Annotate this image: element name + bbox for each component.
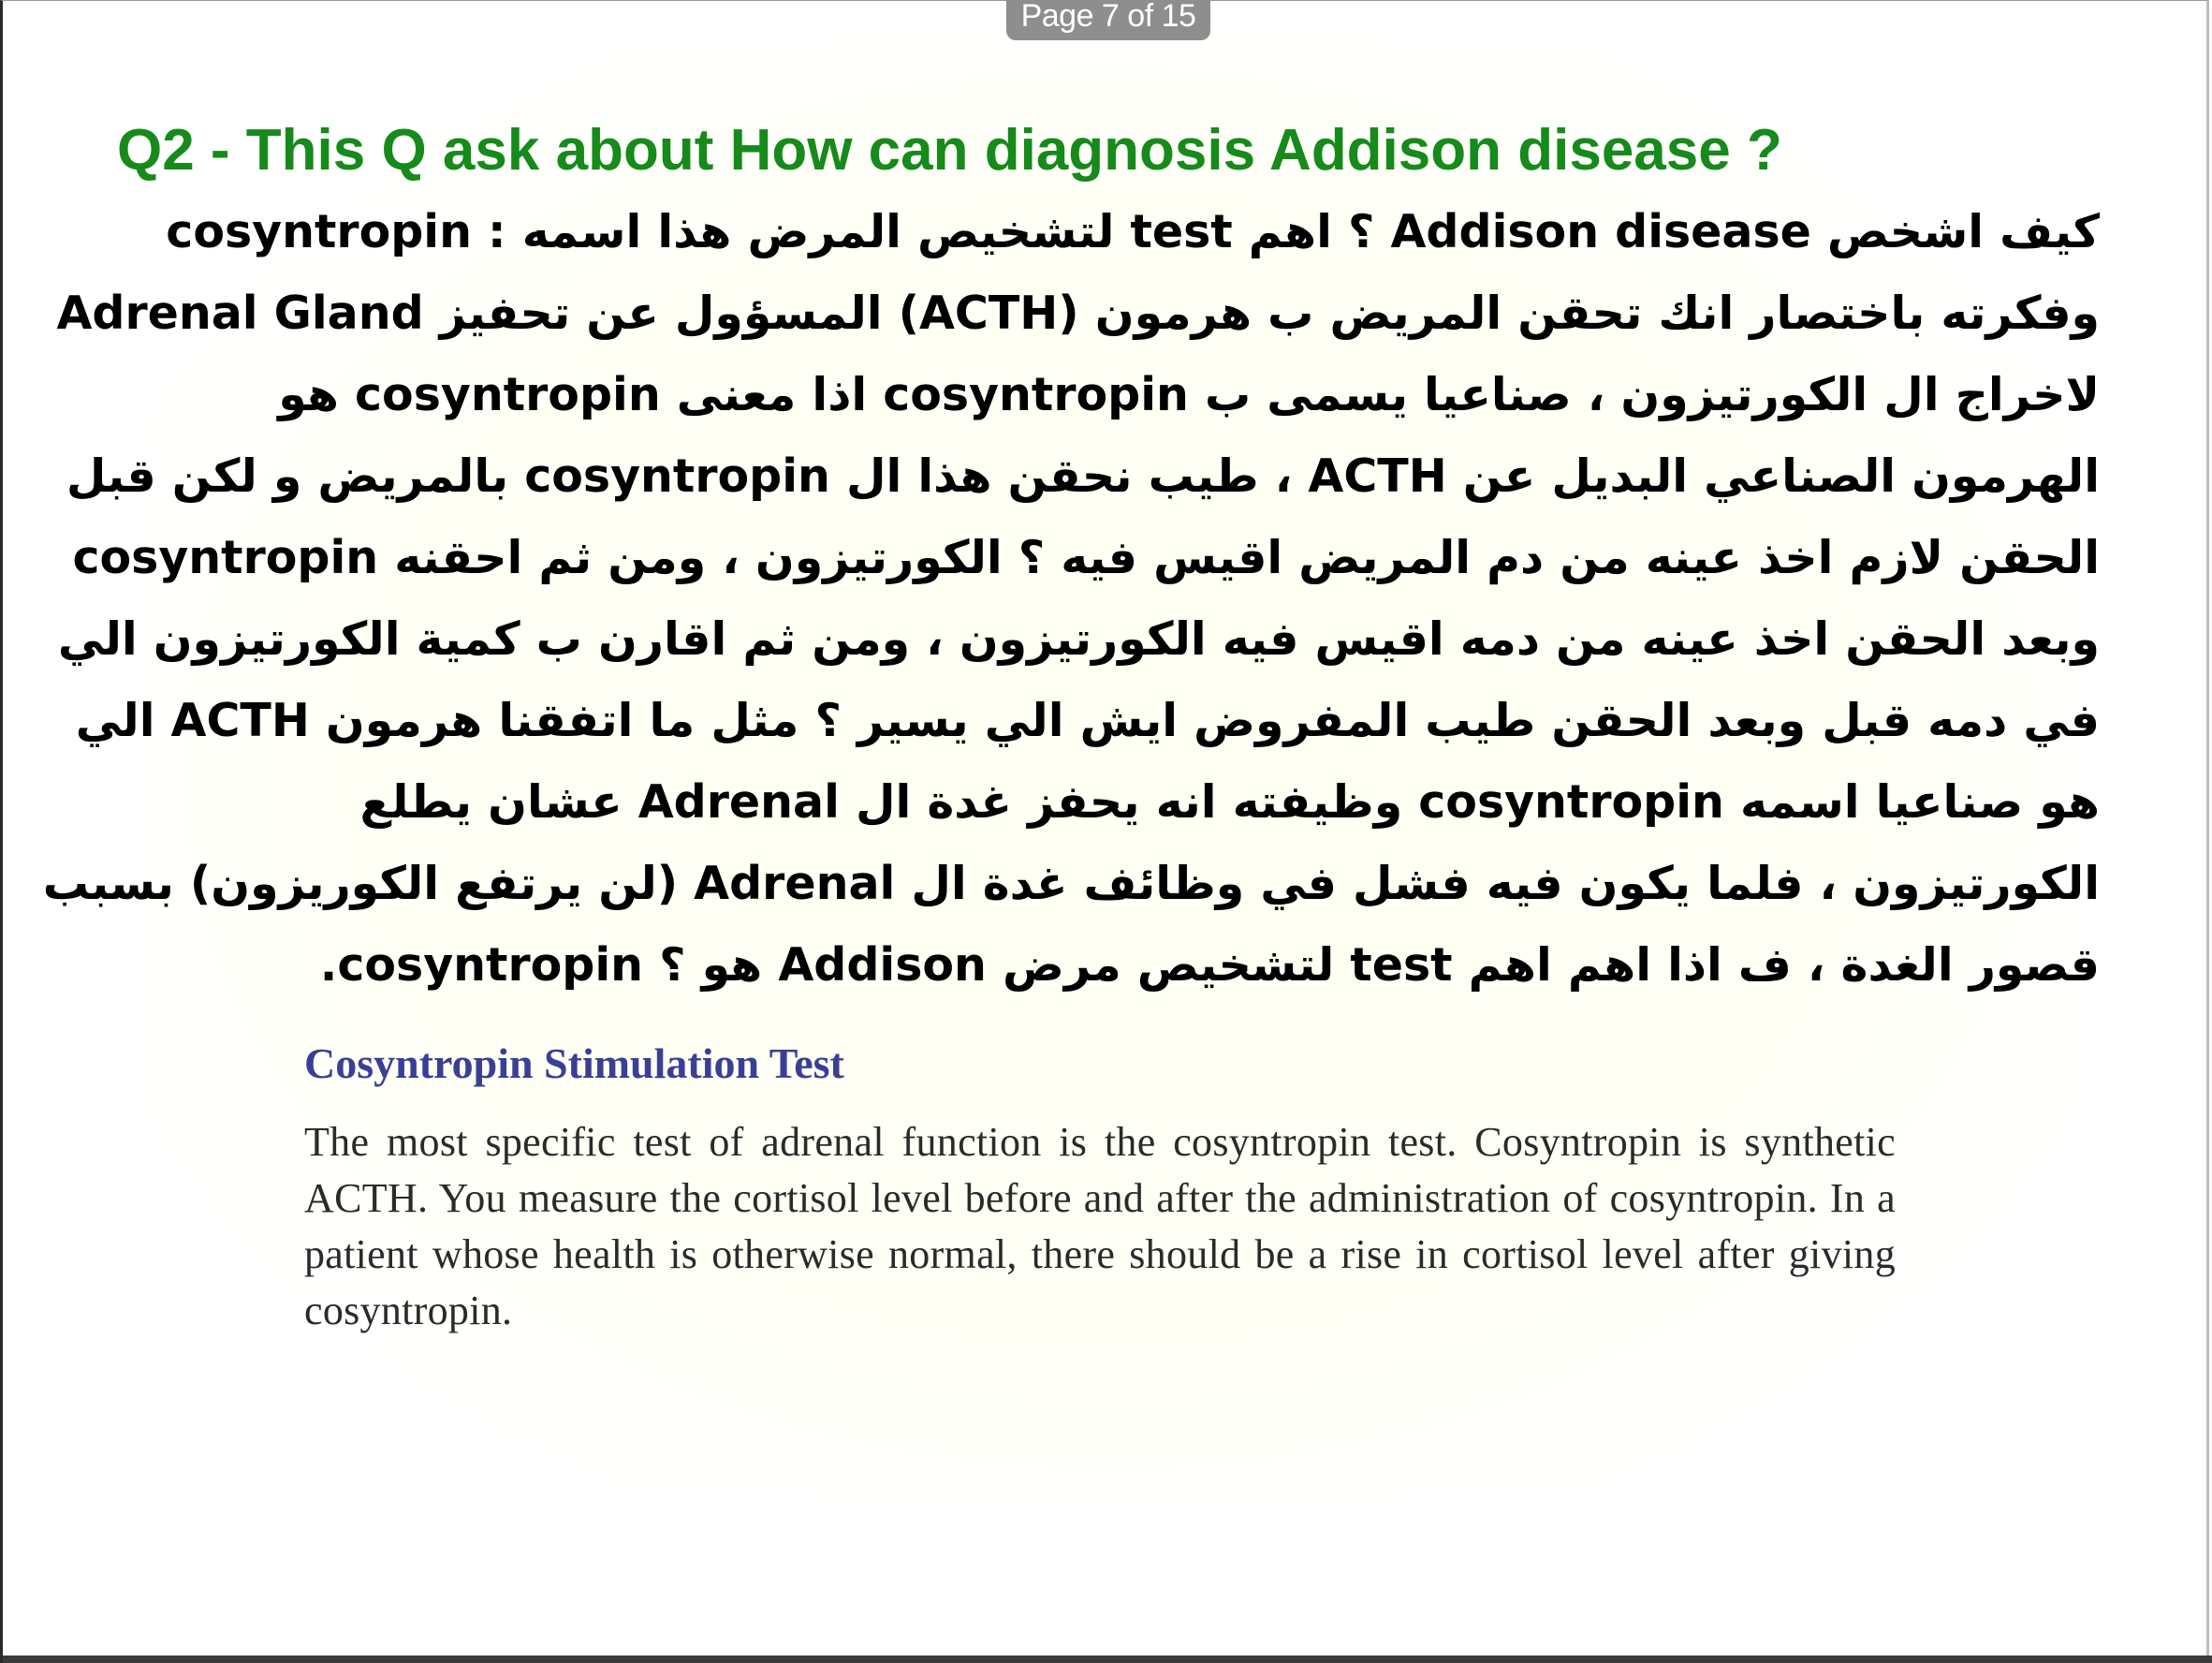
arabic-line: كيف اشخص Addison disease ؟ اهم test لتشخيص المرض هذا اسمه : cosyntropin [166,205,2100,258]
window-bottom-edge [3,1656,2212,1663]
arabic-line: قصور الغدة ، ف اذا اهم اهم test لتشخيص مرض Addison هو ؟ cosyntropin. [319,938,2100,992]
arabic-line: الحقن لازم اخذ عينه من دم المريض اقيس فيه ؟ الكورتيزون ، ومن ثم احقنه cosyntropin [72,531,2100,584]
arabic-line: وفكرته باختصار انك تحقن المريض ب هرمون (ACTH) المسؤول عن تحفيز Adrenal Gland [56,287,2100,340]
slide-title: Q2 - This Q ask about How can diagnosis Addison disease ? [117,118,1782,183]
arabic-line: الكورتيزون ، فلما يكون فيه فشل في وظائف غدة ال Adrenal (لن يرتفع الكوريزون) بسبب [42,857,2100,910]
excerpt-body: The most specific test of adrenal function is the cosyntropin test. Cosyntropin is synthetic ACTH. You measure the cortisol level before and after the administration of cosyntropin. In a patient whose health is otherwise normal, there should be a rise in cortisol level after giving cosyntropin. [304,1119,1896,1333]
arabic-line: لاخراج ال الكورتيزون ، صناعيا يسمى ب cosyntropin اذا معنى cosyntropin هو [278,368,2100,421]
arabic-explanation [42,191,2100,1006]
excerpt-heading: Cosyntropin Stimulation Test [304,1039,844,1087]
arabic-line: هو صناعيا اسمه cosyntropin وظيفته انه يحفز غدة ال Adrenal عشان يطلع [359,775,2100,829]
arabic-line: وبعد الحقن اخذ عينه من دمه اقيس فيه الكورتيزون ، ومن ثم اقارن ب كمية الكورتيزون الي [57,612,2100,666]
page-indicator: Page 7 of 15 [1006,0,1210,40]
arabic-line: في دمه قبل وبعد الحقن طيب المفروض ايش الي يسير ؟ مثل ما اتفقنا هرمون ACTH الي [75,694,2100,747]
textbook-excerpt [304,1036,1896,1339]
arabic-line: الهرمون الصناعي البديل عن ACTH ، طيب نحقن هذا ال cosyntropin بالمريض و لكن قبل [66,449,2100,503]
